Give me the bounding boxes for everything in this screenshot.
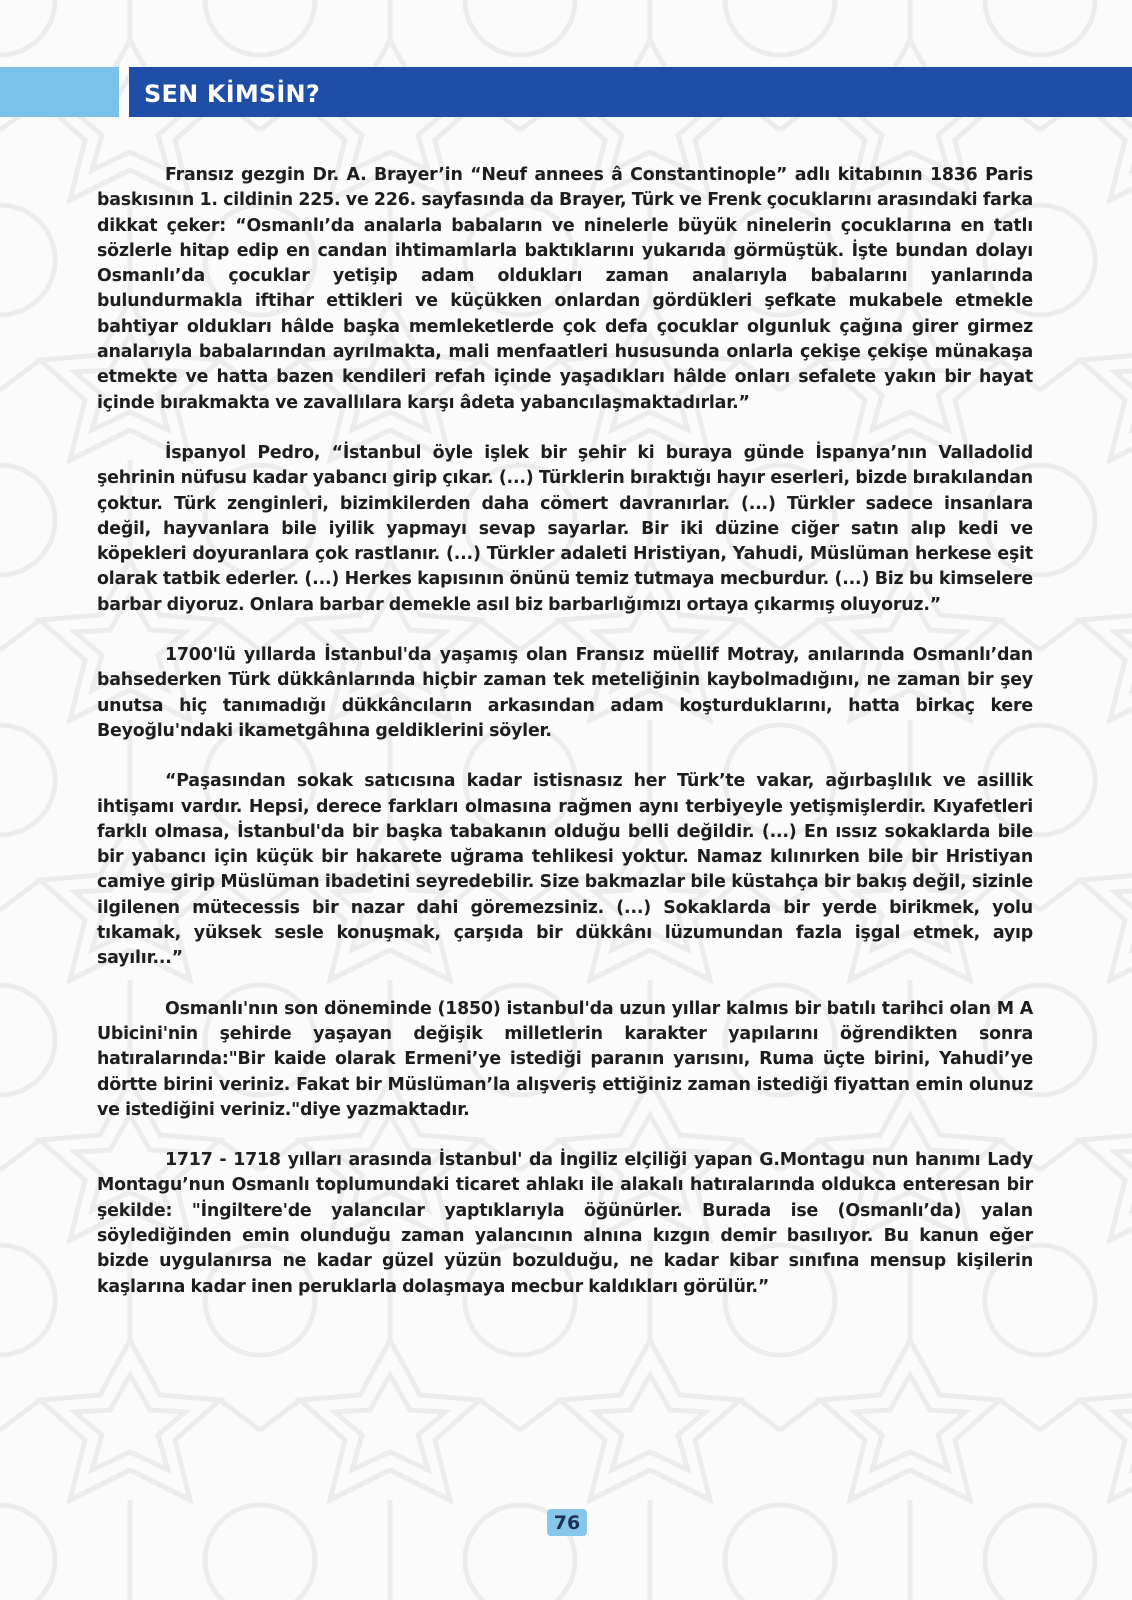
paragraph-quote: “Paşasından sokak satıcısına kadar istisnasız her Türk’te vakar, ağırbaşlılık ve asillik ihtişamı vardır. Hepsi, derece farkları olmasına rağmen aynı terbiyeyle yetişmişlerdir. Kıyafetleri farklı olmasa, İstanbul'da bir başka tabakanın olduğu belli değildir. (...) En ıssız sokaklarda bile bir yabancı için küçük bir hakarete uğrama tehlikesi yoktur. Namaz kılınırken bile bir Hristiyan camiye girip Müslüman ibadetini seyredebilir. Size bakmazlar bile küstahça bir bakış değil, sizinle ilgilenen mütecessis bir nazar dahi göremezsiniz. (...) Sokaklarda bir yerde birikmek, yolu tıkamak, yüksek sesle konuşmak, çarşıda bir dükkânı lüzumundan fazla işgal etmek, ayıp sayılır...” (97, 771, 1033, 969)
paragraph-motray: 1700'lü yıllarda İstanbul'da yaşamış olan Fransız müellif Motray, anılarında Osmanlı’dan bahsederken Türk dükkânlarında hiçbir zaman tek meteliğinin kaybolmadığını, ne zaman bir şey unutsa hiç tanımadığı dükkâncıların arkasından adam koşturduklarını, hatta birkaç kere Beyoğlu'ndaki ikametgâhına geldiklerini söyler. (97, 645, 1033, 741)
paragraph-pedro: İspanyol Pedro, “İstanbul öyle işlek bir şehir ki buraya günde İspanya’nın Valladolid şehrinin nüfusu kadar yabancı girip çıkar. (...) Türklerin bıraktığı hayır eserleri, bizde bırakılandan çoktur. Türk zenginleri, bizimkilerden daha cömert davranırlar. (...) Türkler sadece insanlara değil, hayvanlara bile iyilik yapmayı sevap sayarlar. Bir iki düzine ciğer satın alıp kedi ve köpekleri doyuranlara çok rastlanır. (...) Türkler adaleti Hristiyan, Yahudi, Müslüman herkese eşit olarak tatbik ederler. (...) Herkes kapısının önünü temiz tutmaya mecburdur. (...) Biz bu kimselere barbar diyoruz. Onlara barbar demekle asıl biz barbarlığımızı ortaya çıkarmış oluyoruz.” (97, 442, 1033, 615)
paragraph-montagu: 1717 - 1718 yılları arasında İstanbul' da İngiliz elçiliği yapan G.Montagu nun hanımı Lady Montagu’nun Osmanlı toplumundaki ticaret ahlakı ile alakalı hatıralarında oldukca enteresan bir şekilde: "İngiltere'de yalancılar yaptıklarıyla öğünürler. Burada ise (Osmanlı’da) yalan söylediğinden emin olunduğu zaman yalancının alnına kızgın demir basılıyor. Bu kanun eğer bizde uygulanırsa ne kadar güzel yüzün bozulduğu, ne kadar kibar sınıfına mensup kişilerin kaşlarına kadar inen peruklarla dolaşmaya mecbur kaldıkları görülür.” (97, 1150, 1033, 1297)
page-number: 76 (547, 1509, 587, 1536)
section-title: SEN KİMSİN? (144, 80, 320, 108)
article-body (97, 163, 1033, 1325)
paragraph-brayer: Fransız gezgin Dr. A. Brayer’in “Neuf annees â Constantinople” adlı kitabının 1836 Paris baskısının 1. cildinin 225. ve 226. sayfasında da Brayer, Türk ve Frenk çocuklarını arasındaki farka dikkat çeker: “Osmanlı’da analarla babaların ve ninelerle büyük ninelerin çocuklarına en tatlı sözlerle hitap edip en candan ihtimamlarla baktıklarını yukarıda görmüştük. İşte bundan dolayı Osmanlı’da çocuklar yetişip adam oldukları zaman analarıyla babalarını yanlarında bulundurmakla iftihar ettikleri ve küçükken onlardan gördükleri şefkate mukabele etmekle bahtiyar oldukları hâlde başka memleketlerde çok defa çocuklar olgunluk çağına girer girmez analarıyla babalarından ayrılmakta, mali menfaatleri hususunda onlarla çekişe çekişe münakaşa etmekte ve hatta bazen kendileri refah içinde yaşadıkları hâlde onları sefalete yakın bir hayat içinde bırakmakta ve zavallılara karşı âdeta yabancılaşmaktadırlar.” (97, 165, 1033, 413)
paragraph-ubicini: Osmanlı'nın son döneminde (1850) istanbul'da uzun yıllar kalmıs bir batılı tarihci olan M A Ubicini'nin şehirde yaşayan değişik milletlerin karakter yapılarını öğrendikten sonra hatıralarında:"Bir kaide olarak Ermeni’ye istediği paranın yarısını, Ruma üçte birini, Yahudi’ye dörtte birini veriniz. Fakat bir Müslüman’la alışveriş ettiğiniz zaman istediği fiyattan emin olunuz ve istediğini veriniz."diye yazmaktadır. (97, 998, 1033, 1120)
header-accent-block (0, 67, 119, 117)
